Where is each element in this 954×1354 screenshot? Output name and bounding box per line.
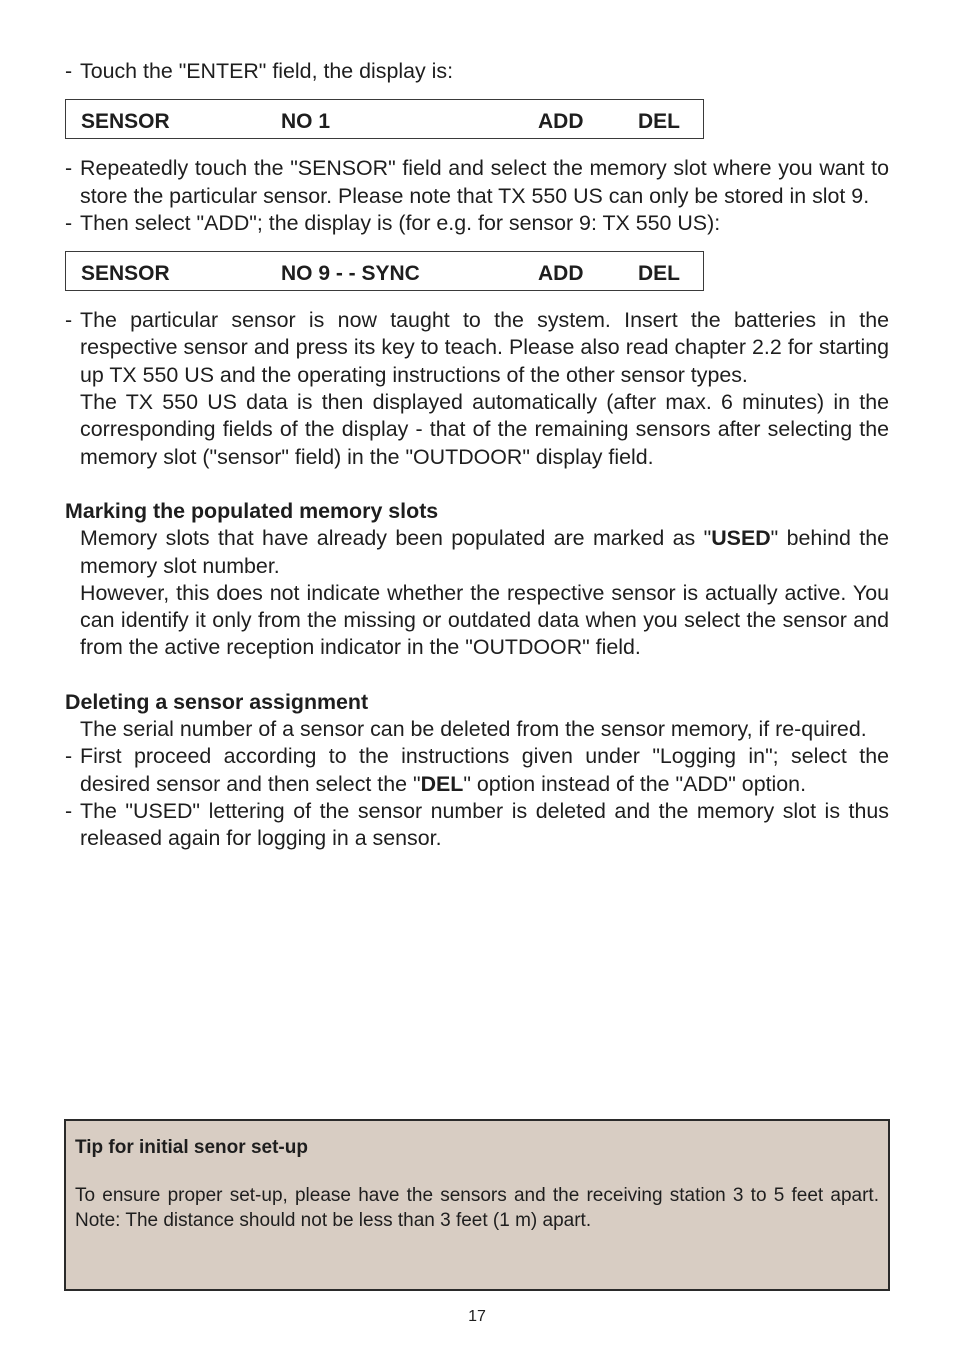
step-teach-sensor: - The particular sensor is now taught to the system. Insert the batteries in the respective sensor and press its key to teach. Please also read chapter 2.2 for starting up TX 550 US and the operating instructions of the other sensor types. [65, 307, 889, 389]
step-delete-select: - First proceed according to the instructions given under "Logging in"; select the desired sensor and then select the "DEL" option instead of the "ADD" option. [65, 743, 889, 798]
tip-box [64, 1119, 890, 1291]
paragraph-delete-intro: The serial number of a sensor can be deleted from the sensor memory, if re-quired. [80, 717, 867, 742]
page-number: 17 [468, 1308, 486, 1325]
display-del-option: DEL [638, 262, 680, 286]
step-select-slot: - Repeatedly touch the "SENSOR" field and select the memory slot where you want to store the particular sensor. Please note that TX 550 US can only be stored in slot 9. [65, 155, 889, 210]
page-content [65, 58, 889, 853]
display-box-1 [65, 99, 704, 139]
display-add-option: ADD [538, 262, 584, 286]
heading-deleting-sensor: Deleting a sensor assignment [65, 689, 369, 714]
tip-body: To ensure proper set-up, please have the sensors and the receiving station 3 to 5 feet apart. Note: The distance should not be less than 3 feet (1 m) apart. [75, 1185, 879, 1231]
intro-text: - Touch the "ENTER" field, the display is: [65, 58, 889, 85]
step-data-display: The TX 550 US data is then displayed automatically (after max. 6 minutes) in the corresponding fields of the display - that of the remaining sensors after selecting the memory slot ("sensor" field) in the "OUTDOOR" display field. [80, 390, 889, 469]
tip-title: Tip for initial senor set-up [75, 1137, 308, 1158]
step-delete-result: - The "USED" lettering of the sensor number is deleted and the memory slot is thus released again for logging in a sensor. [65, 798, 889, 853]
display-sensor-label: SENSOR [81, 110, 170, 134]
display-slot-number: NO 1 [281, 110, 331, 134]
display-slot-number: NO 9 - - SYNC [281, 262, 420, 286]
display-del-option: DEL [638, 110, 680, 134]
paragraph-active-note: However, this does not indicate whether the respective sensor is actually active. You can identify it only from the missing or outdated data when you select the sensor and from the active reception indicator in the "OUTDOOR" field. [80, 580, 889, 660]
paragraph-used-marking: Memory slots that have already been populated are marked as "USED" behind the memory slot number. [80, 526, 889, 578]
step-select-add: - Then select "ADD"; the display is (for e.g. for sensor 9: TX 550 US): [65, 210, 889, 237]
heading-marking-slots: Marking the populated memory slots [65, 498, 439, 523]
used-keyword: USED [711, 526, 771, 551]
display-add-option: ADD [538, 110, 584, 134]
display-box-2 [65, 251, 704, 291]
del-keyword: DEL [420, 771, 464, 796]
display-sensor-label: SENSOR [81, 262, 170, 286]
